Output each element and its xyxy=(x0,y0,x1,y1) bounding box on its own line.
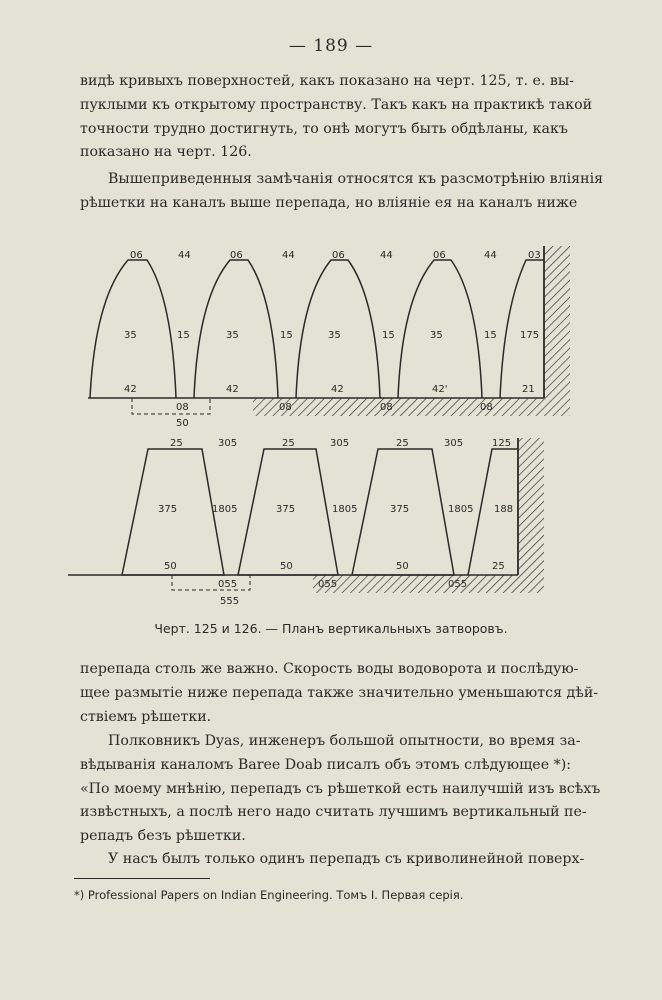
text-line: Вышеприведенныя замѣчанія относятся къ разсмотрѣнію вліянія xyxy=(108,171,604,187)
upper-mid-label: 175 xyxy=(520,330,540,341)
text-line: извѣстныхъ, а послѣ него надо считать лучшимъ вертикальный пе- xyxy=(80,804,587,821)
gate-plan-figure xyxy=(60,238,600,616)
upper-top-label: 06 xyxy=(230,250,243,261)
upper-span-label: 50 xyxy=(176,418,189,429)
paragraph-3 xyxy=(80,658,599,729)
upper-gap-label: 08 xyxy=(279,402,292,413)
upper-base-label: 42' xyxy=(432,384,448,395)
upper-top-label: 06 xyxy=(332,250,345,261)
text-line: щее размытіе ниже перепада также значительно уменьшаются дѣй- xyxy=(80,684,599,701)
footnote-rule xyxy=(74,878,210,879)
upper-mid-label: 35 xyxy=(430,330,443,341)
upper-base-label: 21 xyxy=(522,384,535,395)
page-number: — 189 — xyxy=(288,36,374,56)
text-line: «По моему мнѣнію, перепадъ съ рѣшеткой есть наилучшій изъ всѣхъ xyxy=(80,780,601,797)
lower-mid-label: 375 xyxy=(276,504,296,515)
lower-base-label: 50 xyxy=(164,561,177,572)
text-line: показано на черт. 126. xyxy=(80,144,252,161)
text-line: У насъ былъ только одинъ перепадъ съ криволинейной поверх- xyxy=(108,851,585,867)
upper-mid-label: 15 xyxy=(177,330,190,341)
text-line: вѣдыванія каналомъ Baree Doab писалъ объ этомъ слѣдующее *): xyxy=(80,756,572,773)
lower-top-label: 125 xyxy=(492,438,512,449)
lower-gap-label: 055 xyxy=(218,579,238,590)
figure-126 xyxy=(68,438,544,607)
paragraph-1 xyxy=(80,70,592,165)
upper-base-label: 42 xyxy=(226,384,239,395)
lower-top-label: 25 xyxy=(170,438,183,449)
text-line: точности трудно достигнуть, то онѣ могутъ быть обдѣланы, какъ xyxy=(80,120,568,137)
lower-mid-label: 375 xyxy=(390,504,410,515)
lower-mid-label: 375 xyxy=(158,504,178,515)
upper-top-label: 06 xyxy=(130,250,143,261)
lower-top-label: 305 xyxy=(330,438,350,449)
upper-top-label: 44 xyxy=(282,250,295,261)
paragraph-4 xyxy=(80,730,601,849)
text-line: Полковникъ Dyas, инженеръ большой опытности, во время за- xyxy=(108,733,581,749)
upper-gap-label: 08 xyxy=(480,402,493,413)
upper-top-label: 03 xyxy=(528,250,541,261)
lower-base-label: 50 xyxy=(280,561,293,572)
upper-mid-label: 15 xyxy=(280,330,293,341)
lower-mid-label: 1805 xyxy=(448,504,474,515)
upper-gap-label: 08 xyxy=(380,402,393,413)
lower-span-label: 555 xyxy=(220,596,240,607)
figure-125 xyxy=(88,246,570,429)
upper-top-label: 44 xyxy=(380,250,393,261)
upper-mid-label: 15 xyxy=(382,330,395,341)
lower-base-label: 50 xyxy=(396,561,409,572)
lower-mid-label: 1805 xyxy=(212,504,238,515)
upper-mid-label: 35 xyxy=(328,330,341,341)
upper-base-label: 42 xyxy=(124,384,137,395)
upper-mid-label: 15 xyxy=(484,330,497,341)
lower-base-label: 25 xyxy=(492,561,505,572)
text-line: пуклыми къ открытому пространству. Такъ какъ на практикѣ такой xyxy=(80,96,593,113)
lower-gap-label: 055 xyxy=(448,579,468,590)
figure-caption: Черт. 125 и 126. — Планъ вертикальныхъ затворовъ. xyxy=(154,621,508,636)
text-line: репадъ безъ рѣшетки. xyxy=(80,828,246,845)
text-line: перепада столь же важно. Скорость воды водоворота и послѣдую- xyxy=(80,661,579,677)
footnote: *) Professional Papers on Indian Engineering. Томъ I. Первая серія. xyxy=(74,888,464,902)
lower-top-label: 305 xyxy=(218,438,238,449)
text-line: ствіемъ рѣшетки. xyxy=(80,708,212,725)
lower-gap-label: 055 xyxy=(318,579,338,590)
upper-mid-label: 35 xyxy=(124,330,137,341)
upper-top-label: 44 xyxy=(178,250,191,261)
upper-gap-label: 08 xyxy=(176,402,189,413)
upper-top-label: 06 xyxy=(433,250,446,261)
upper-mid-label: 35 xyxy=(226,330,239,341)
lower-top-label: 25 xyxy=(396,438,409,449)
upper-top-label: 44 xyxy=(484,250,497,261)
text-line: видѣ кривыхъ поверхностей, какъ показано на черт. 125, т. е. вы- xyxy=(80,73,574,89)
paragraph-5 xyxy=(80,848,592,872)
paragraph-2 xyxy=(80,168,604,216)
lower-mid-label: 188 xyxy=(494,504,514,515)
lower-top-label: 305 xyxy=(444,438,464,449)
lower-mid-label: 1805 xyxy=(332,504,358,515)
lower-top-label: 25 xyxy=(282,438,295,449)
text-line: рѣшетки на каналъ выше перепада, но вліяніе ея на каналъ ниже xyxy=(80,194,578,211)
upper-base-label: 42 xyxy=(331,384,344,395)
